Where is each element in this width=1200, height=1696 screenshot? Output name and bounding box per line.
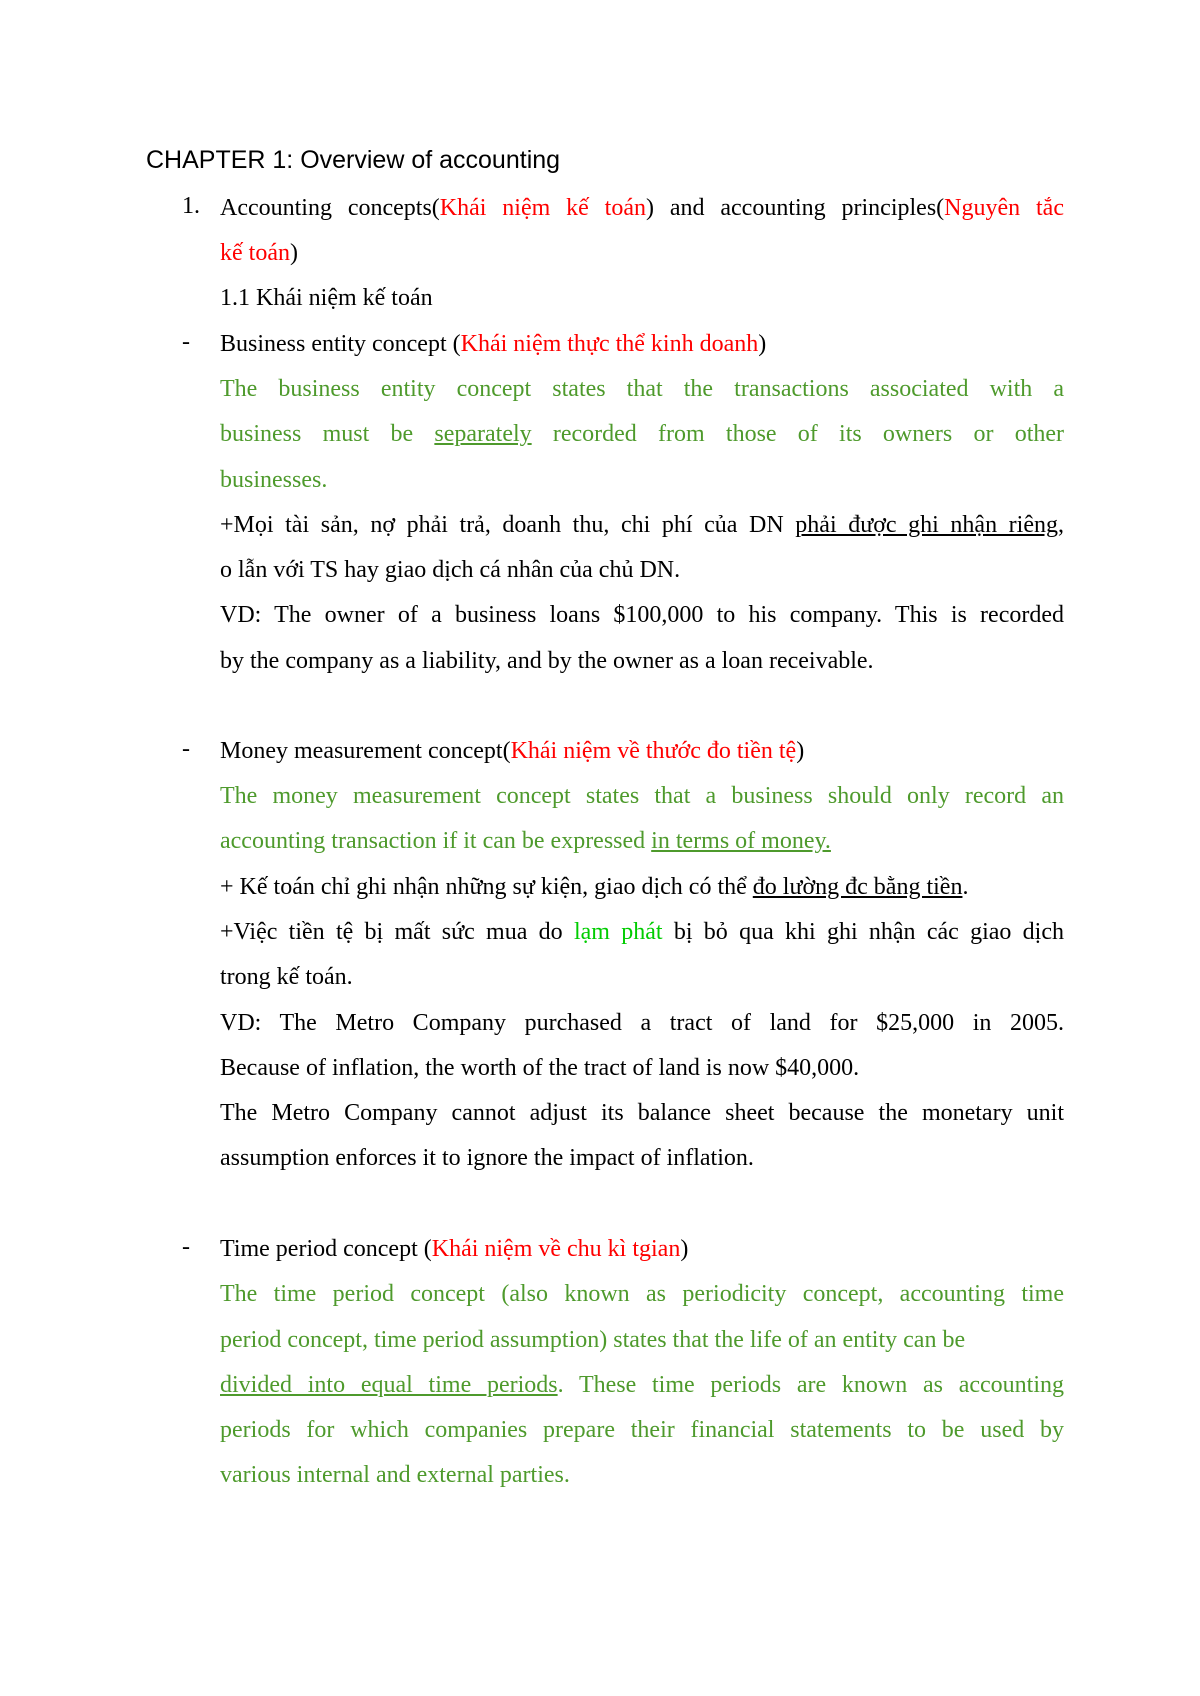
time-period-definition-line3: divided into equal time periods. These time periods are known as accounting	[220, 1372, 1064, 1398]
section-title-line1: Accounting concepts(Khái niệm kế toán) and accounting principles(Nguyên tắc	[220, 195, 1064, 221]
money-measurement-example-line2: Because of inflation, the worth of the tract of land is now $40,000.	[220, 1055, 860, 1081]
business-entity-note-line1: +Mọi tài sản, nợ phải trả, doanh thu, chi phí của DN phải được ghi nhận riêng,	[220, 512, 1064, 538]
bullet-dash: -	[182, 736, 190, 762]
money-measurement-example-line1: VD: The Metro Company purchased a tract of land for $25,000 in 2005.	[220, 1010, 1064, 1036]
business-entity-definition-line3: businesses.	[220, 467, 328, 493]
time-period-definition-line5: various internal and external parties.	[220, 1462, 570, 1488]
money-measurement-definition-line1: The money measurement concept states that a business should only record an	[220, 783, 1064, 809]
business-entity-definition-line2: business must be separately recorded from those of its owners or other	[220, 421, 1065, 447]
business-entity-note-line2: o lẫn với TS hay giao dịch cá nhân của chủ DN.	[220, 557, 681, 583]
section-title-line2: kế toán)	[220, 240, 298, 266]
money-measurement-note1: + Kế toán chỉ ghi nhận những sự kiện, giao dịch có thể đo lường đc bằng tiền.	[220, 874, 969, 900]
time-period-definition-line4: periods for which companies prepare their financial statements to be used by	[220, 1417, 1064, 1443]
business-entity-example-line2: by the company as a liability, and by the owner as a loan receivable.	[220, 648, 874, 674]
money-measurement-example-line4: assumption enforces it to ignore the impact of inflation.	[220, 1145, 754, 1171]
time-period-heading: Time period concept (Khái niệm về chu kì tgian)	[220, 1236, 689, 1262]
bullet-dash: -	[182, 1234, 190, 1260]
time-period-definition-line2: period concept, time period assumption) states that the life of an entity can be	[220, 1327, 966, 1353]
money-measurement-note2-line2: trong kế toán.	[220, 964, 353, 990]
chapter-title: CHAPTER 1: Overview of accounting	[146, 146, 561, 174]
money-measurement-heading: Money measurement concept(Khái niệm về thước đo tiền tệ)	[220, 738, 805, 764]
section-number: 1.	[182, 193, 200, 219]
bullet-dash: -	[182, 329, 190, 355]
time-period-definition-line1: The time period concept (also known as periodicity concept, accounting time	[220, 1281, 1064, 1307]
money-measurement-definition-line2: accounting transaction if it can be expressed in terms of money.	[220, 828, 831, 854]
subsection-heading: 1.1 Khái niệm kế toán	[220, 285, 433, 311]
business-entity-heading: Business entity concept (Khái niệm thực thể kinh doanh)	[220, 331, 767, 357]
money-measurement-example-line3: The Metro Company cannot adjust its balance sheet because the monetary unit	[220, 1100, 1064, 1126]
business-entity-definition-line1: The business entity concept states that the transactions associated with a	[220, 376, 1064, 402]
money-measurement-note2-line1: +Việc tiền tệ bị mất sức mua do lạm phát bị bỏ qua khi ghi nhận các giao dịch	[220, 919, 1065, 945]
business-entity-example-line1: VD: The owner of a business loans $100,000 to his company. This is recorded	[220, 602, 1064, 628]
